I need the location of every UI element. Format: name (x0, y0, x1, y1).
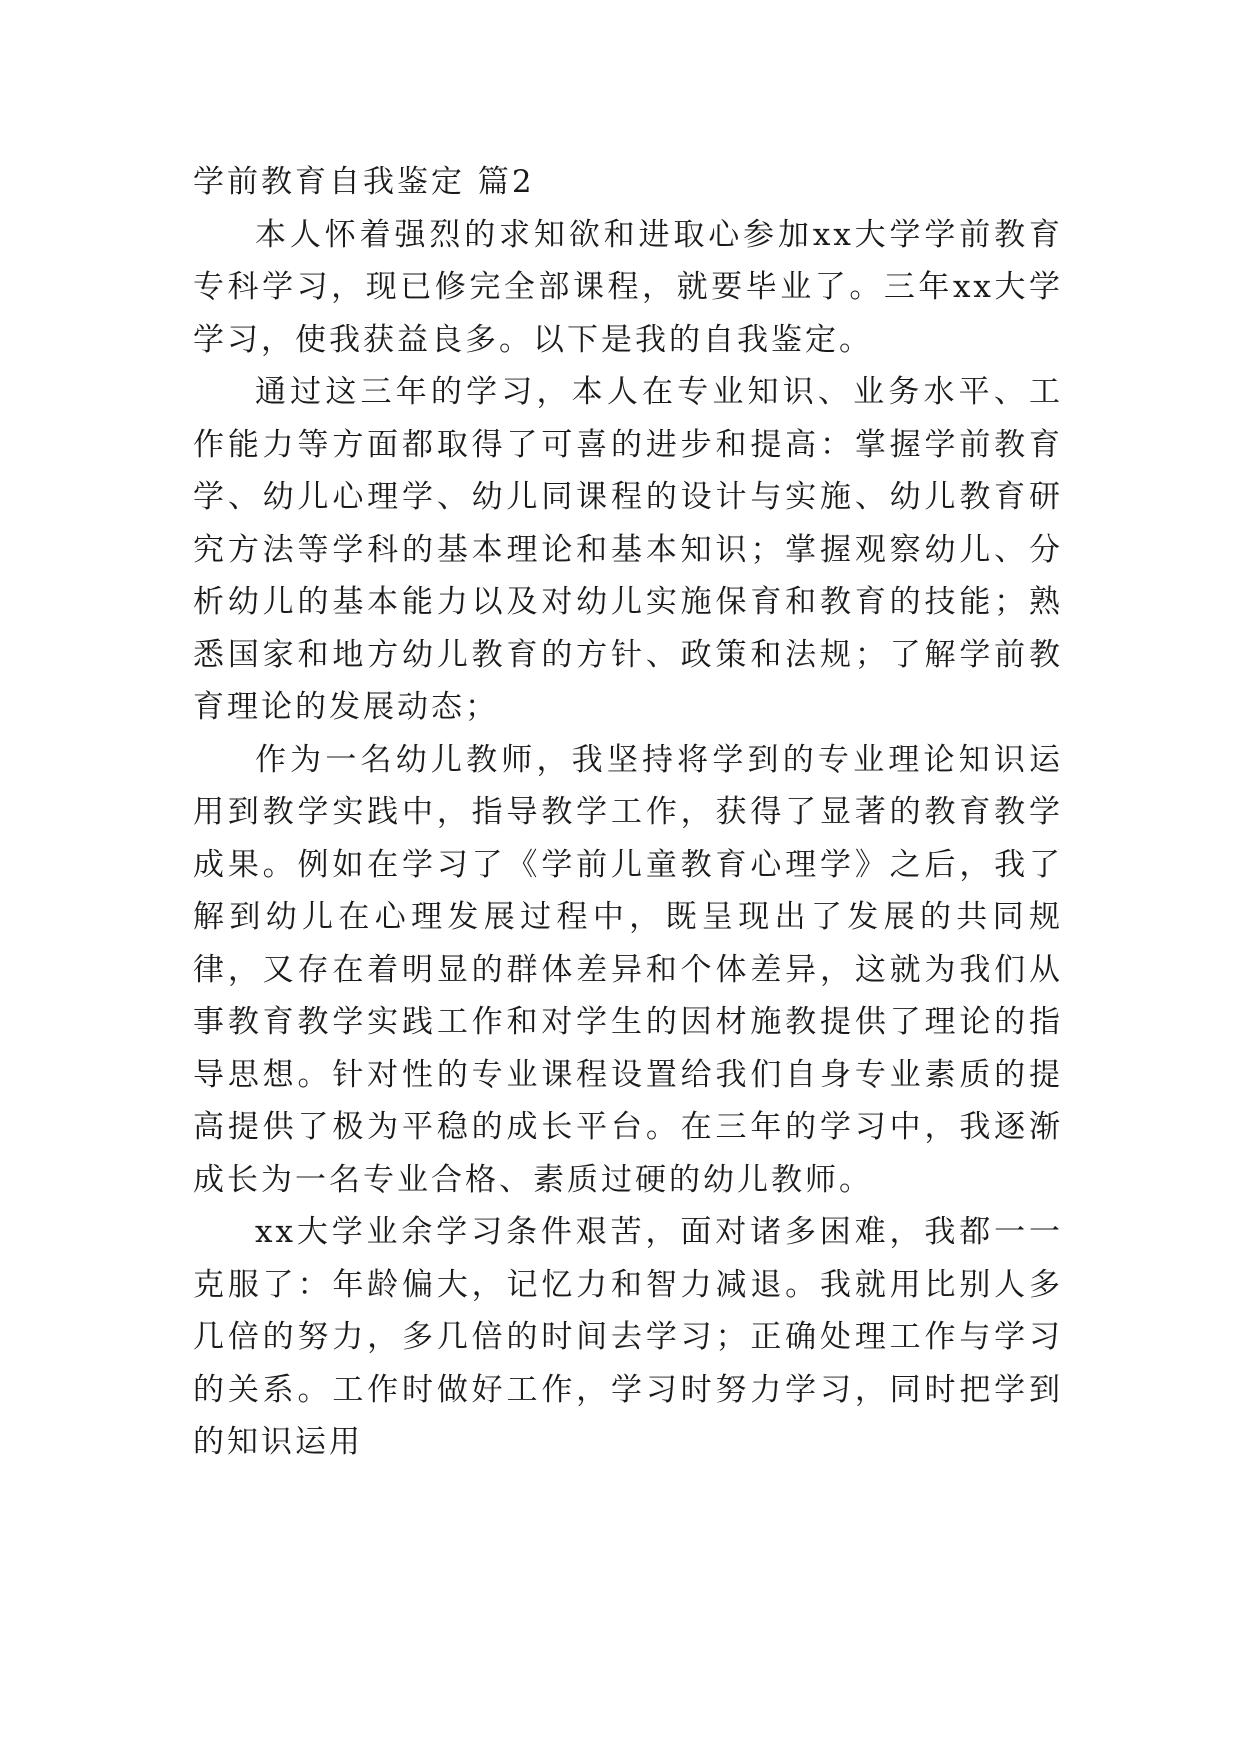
paragraph-1: 本人怀着强烈的求知欲和进取心参加xx大学学前教育专科学习，现已修完全部课程，就要毕业了。三年xx大学学习，使我获益良多。以下是我的自我鉴定。 (193, 216, 1063, 358)
paragraph-2: 通过这三年的学习，本人在专业知识、业务水平、工作能力等方面都取得了可喜的进步和提高：掌握学前教育学、幼儿心理学、幼儿同课程的设计与实施、幼儿教育研究方法等学科的基本理论和基本知识；掌握观察幼儿、分析幼儿的基本能力以及对幼儿实施保育和教育的技能；熟悉国家和地方幼儿教育的方针、政策和法规；了解学前教育理论的发展动态； (193, 374, 1063, 725)
document-title: 学前教育自我鉴定 篇2 (193, 164, 535, 200)
paragraph-3: 作为一名幼儿教师，我坚持将学到的专业理论知识运用到教学实践中，指导教学工作，获得了显著的教育教学成果。例如在学习了《学前儿童教育心理学》之后，我了解到幼儿在心理发展过程中，既呈现出了发展的共同规律，又存在着明显的群体差异和个体差异，这就为我们从事教育教学实践工作和对学生的因材施教提供了理论的指导思想。针对性的专业课程设置给我们自身专业素质的提高提供了极为平稳的成长平台。在三年的学习中，我逐渐成长为一名专业合格、素质过硬的幼儿教师。 (193, 741, 1063, 1198)
paragraph-4: xx大学业余学习条件艰苦，面对诸多困难，我都一一克服了：年龄偏大，记忆力和智力减退。我就用比别人多几倍的努力，多几倍的时间去学习；正确处理工作与学习的关系。工作时做好工作，学习时努力学习，同时把学到的知识运用 (193, 1214, 1063, 1460)
document-body (193, 156, 1063, 1469)
